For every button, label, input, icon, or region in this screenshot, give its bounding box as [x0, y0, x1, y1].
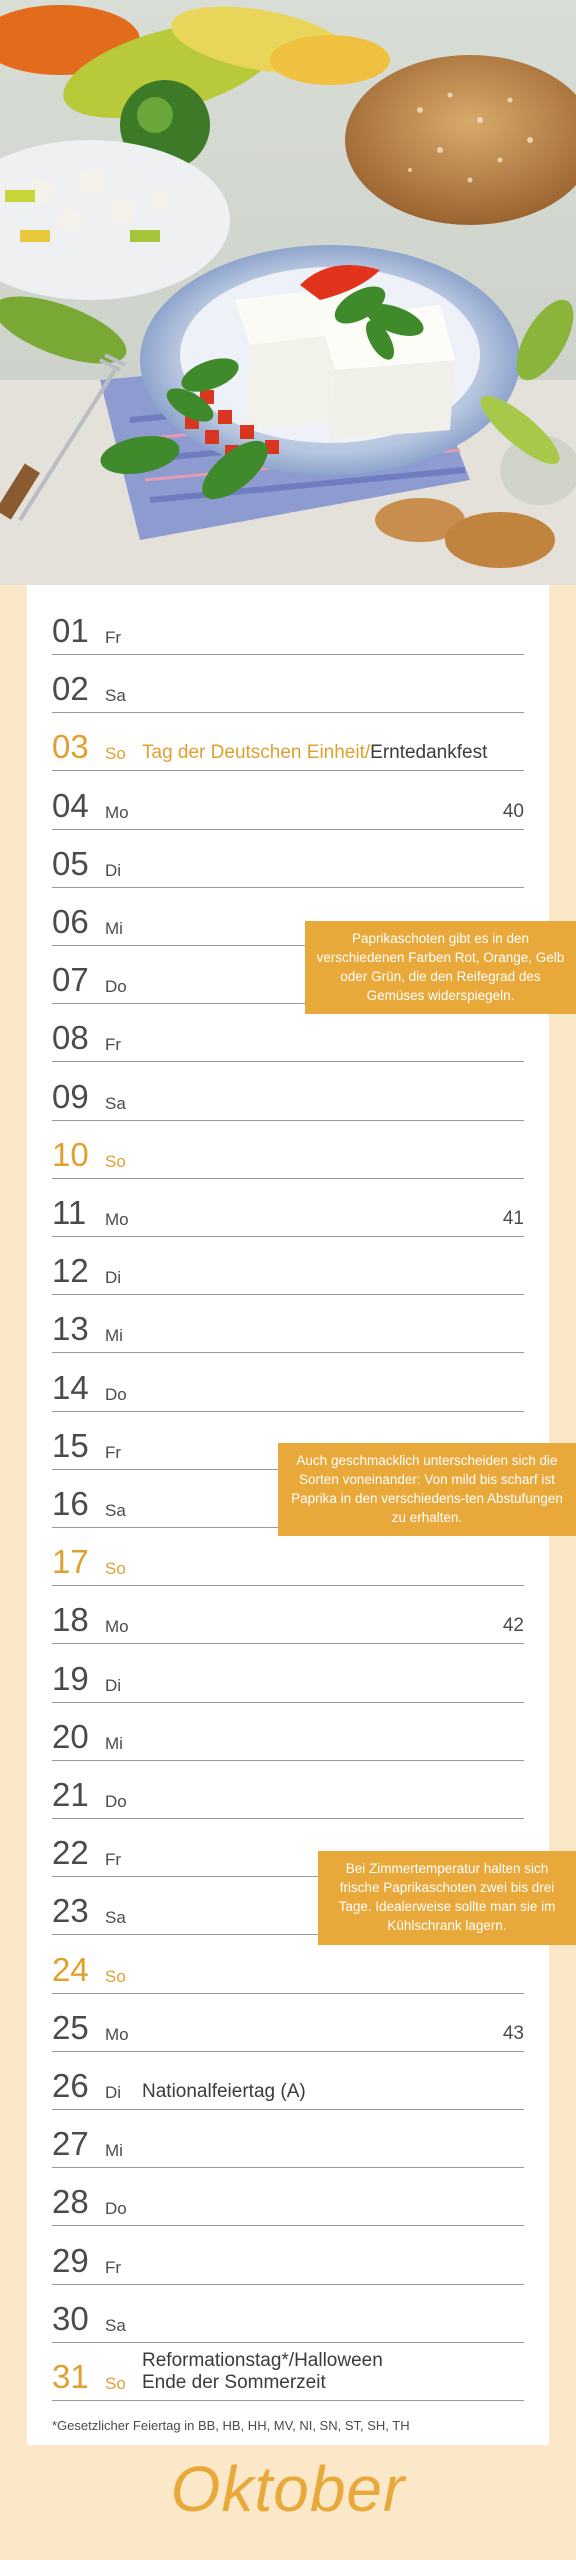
day-row — [52, 1527, 524, 1586]
weekday: Mo — [105, 802, 129, 822]
day-row — [52, 1760, 524, 1819]
holiday-text: Reformationstag*/Halloween — [142, 2350, 383, 2371]
holiday-label — [142, 2350, 383, 2394]
day-number: 22 — [52, 1834, 89, 1872]
weekday: Mi — [105, 2141, 123, 2161]
day-number: 18 — [52, 1601, 89, 1639]
weekday: Do — [105, 2199, 127, 2219]
week-number: 40 — [502, 800, 524, 822]
holiday-text: Tag der Deutschen Einheit/ — [142, 742, 371, 764]
weekday: So — [105, 1966, 126, 1986]
day-number: 06 — [52, 903, 89, 940]
day-number: 29 — [52, 2241, 89, 2279]
day-number: 04 — [52, 786, 89, 824]
day-row — [52, 1236, 524, 1295]
day-row — [52, 712, 524, 771]
day-row — [52, 2109, 524, 2168]
day-number: 10 — [52, 1135, 89, 1173]
day-number: 12 — [52, 1252, 89, 1290]
weekday: Mi — [105, 1733, 123, 1753]
tip-note-3: Bei Zimmertemperatur halten sich frische Paprikaschoten zwei bis drei Tage. Idealerweise sollte man sie im Kühlschrank lagern. — [318, 1851, 576, 1945]
weekday: Di — [105, 2083, 122, 2102]
day-number: 19 — [52, 1659, 89, 1697]
day-row — [52, 1702, 524, 1761]
food-photo — [0, 0, 576, 585]
weekday: Sa — [105, 1501, 126, 1520]
day-number: 08 — [52, 1019, 89, 1057]
holiday-text: Nationalfeiertag (A) — [142, 2081, 306, 2102]
month-title: Oktober — [170, 2453, 406, 2525]
day-number: 14 — [52, 1368, 89, 1406]
weekday: Sa — [105, 1093, 126, 1113]
day-number: 02 — [52, 670, 89, 708]
weekday: So — [105, 1151, 126, 1171]
weekday: Mi — [105, 1326, 123, 1346]
week-number: 43 — [502, 2022, 524, 2044]
weekday: So — [105, 744, 126, 764]
weekday: Mo — [105, 2024, 129, 2044]
day-row — [52, 2226, 524, 2285]
day-row — [52, 1120, 524, 1179]
weekday: Fr — [105, 1442, 122, 1462]
day-number: 16 — [52, 1485, 89, 1522]
weekday: So — [105, 2374, 126, 2393]
week-number: 42 — [502, 1615, 524, 1637]
day-number: 21 — [52, 1776, 89, 1813]
weekday: Do — [105, 977, 127, 997]
day-number: 26 — [52, 2067, 89, 2104]
day-number: 11 — [52, 1194, 87, 1231]
weekday: Sa — [105, 2315, 126, 2335]
weekday: Sa — [105, 686, 126, 706]
holiday-label — [142, 742, 487, 764]
day-number: 13 — [52, 1310, 89, 1348]
day-row — [52, 1062, 524, 1121]
day-row — [52, 1353, 524, 1412]
left-border — [0, 585, 27, 2445]
day-row — [52, 1294, 524, 1353]
day-number: 20 — [52, 1717, 89, 1755]
day-row — [52, 1644, 524, 1703]
weekday: Fr — [105, 2257, 122, 2277]
weekday: Do — [105, 1384, 127, 1404]
day-number: 23 — [52, 1892, 89, 1930]
day-number: 05 — [52, 844, 89, 882]
day-number: 24 — [52, 1950, 89, 1988]
week-number: 41 — [502, 1208, 524, 1229]
day-number: 07 — [52, 961, 89, 999]
day-number: 25 — [52, 2008, 89, 2046]
holiday-text-secondary: Erntedankfest — [370, 742, 488, 764]
weekday: Fr — [105, 1850, 122, 1870]
tip-note-1: Paprikaschoten gibt es in den verschiedenen Farben Rot, Orange, Gelb oder Grün, die den Reifegrad des Gemüses widerspiegeln. — [305, 921, 576, 1014]
weekday: Mi — [105, 919, 123, 938]
weekday: Do — [105, 1792, 127, 1811]
day-number: 09 — [52, 1077, 89, 1115]
weekday: Mo — [105, 1617, 129, 1637]
day-row — [52, 2051, 524, 2110]
day-number: 03 — [52, 728, 89, 766]
holiday-label — [142, 2081, 306, 2103]
day-number: 17 — [52, 1543, 89, 1581]
day-number: 30 — [52, 2299, 89, 2337]
day-number: 27 — [52, 2125, 89, 2163]
day-row — [52, 829, 524, 888]
footnote: *Gesetzlicher Feiertag in BB, HB, HH, MV, NI, SN, ST, SH, TH — [52, 2418, 410, 2433]
weekday: Di — [105, 1675, 122, 1695]
day-row — [52, 596, 524, 655]
weekday: So — [105, 1559, 126, 1579]
weekday: Fr — [105, 1035, 122, 1055]
day-number: 01 — [52, 612, 89, 649]
day-row — [52, 1178, 524, 1237]
day-row — [52, 1993, 524, 2052]
weekday: Di — [105, 1268, 122, 1288]
weekday: Sa — [105, 1908, 126, 1928]
weekday: Fr — [105, 628, 122, 647]
holiday-text-line2: Ende der Sommerzeit — [142, 2372, 326, 2393]
tip-note-2: Auch geschmacklich unterscheiden sich die Sorten voneinander: Von mild bis scharf ist Paprika in den verschiedens-ten Abstufungen zu erhalten. — [278, 1443, 576, 1536]
day-row — [52, 2284, 524, 2343]
day-row — [52, 2167, 524, 2226]
weekday: Mo — [105, 1210, 129, 1229]
day-number: 31 — [52, 2358, 89, 2395]
day-row — [52, 654, 524, 713]
weekday: Di — [105, 860, 122, 880]
day-row — [52, 1585, 524, 1644]
day-row — [52, 2342, 524, 2401]
day-number: 28 — [52, 2183, 89, 2221]
day-number: 15 — [52, 1426, 89, 1464]
day-row — [52, 771, 524, 830]
